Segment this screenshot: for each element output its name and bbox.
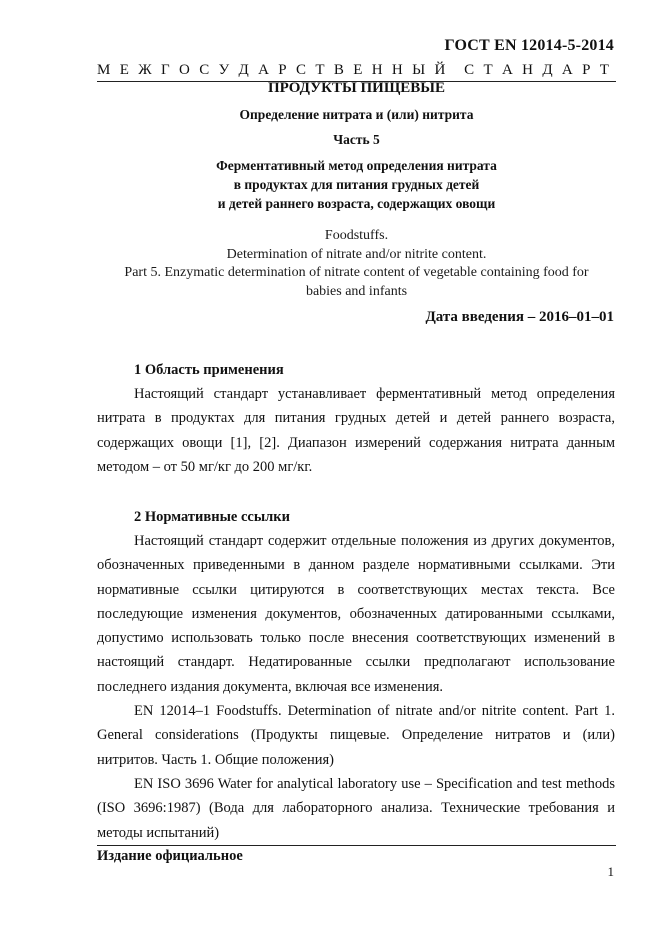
title-description-line: и детей раннего возраста, содержащих овощи	[217, 196, 496, 211]
banner-letter: Д	[238, 62, 249, 78]
english-title-line: Foodstuffs.	[324, 228, 389, 243]
banner-letter: С	[464, 62, 475, 78]
banner-letter: Ж	[138, 62, 152, 78]
banner-letter: М	[97, 62, 111, 78]
banner-letter: Н	[371, 62, 383, 78]
banner-letter: В	[333, 62, 344, 78]
banner-letter: О	[179, 62, 190, 78]
banner-letter: Т	[483, 62, 493, 78]
english-title-line: Part 5. Enzymatic determination of nitrate content of vegetable containing food for	[124, 265, 589, 280]
banner-letter: Д	[542, 62, 553, 78]
banner-letter: А	[501, 62, 513, 78]
official-edition-label: Издание официальное	[97, 848, 243, 864]
banner-letter: А	[561, 62, 573, 78]
section-scope	[97, 359, 615, 479]
introduction-date: Дата введения – 2016–01–01	[425, 309, 614, 325]
banner-letter: У	[218, 62, 230, 78]
title-description-line: Ферментативный метод определения нитрата	[216, 158, 497, 173]
footer-divider	[97, 845, 616, 846]
reference-item: EN 12014–1 Foodstuffs. Determination of nitrate and/or nitrite content. Part 1. General considerations (Продукты пищевые. Определение нитратов и (или) нитритов. Часть 1. Общие положения)	[97, 703, 615, 768]
english-title-line: Determination of nitrate and/or nitrite content.	[226, 246, 487, 262]
english-title-line: babies and infants	[305, 283, 408, 299]
english-title	[97, 227, 616, 301]
interstate-standard-banner	[97, 62, 609, 79]
banner-letter: Н	[391, 62, 403, 78]
banner-letter: Н	[522, 62, 533, 78]
banner-letter: Е	[119, 62, 129, 78]
page-number: 1	[607, 864, 614, 879]
banner-letter: Ы	[412, 62, 426, 78]
section-normative-references	[97, 506, 615, 845]
title-subtitle: Определение нитрата и (или) нитрита	[239, 107, 474, 122]
section-heading: 2 Нормативные ссылки	[134, 509, 290, 525]
banner-letter: Г	[161, 62, 170, 78]
title-part: Часть 5	[333, 132, 380, 147]
reference-item: EN ISO 3696 Water for analytical laboratory use – Specification and test methods (ISO 3696:1987) (Вода для лабораторного анализа. Технические требования и методы испытаний)	[97, 775, 615, 841]
banner-letter: Т	[599, 62, 609, 78]
banner-letter: С	[295, 62, 306, 78]
banner-letter: А	[258, 62, 269, 78]
banner-letter: Й	[434, 62, 446, 78]
banner-letter: Р	[278, 62, 287, 78]
section-paragraph: Настоящий стандарт устанавливает ферментативный метод определения нитрата в продуктах для питания грудных детей и детей раннего возраста, содержащих овощи [1], [2]. Диапазон измерений содержания нитрата данным методом – от 50 мг/кг до 200 мг/кг.	[97, 386, 615, 475]
document-code: ГОСТ EN 12014-5-2014	[444, 37, 614, 54]
title-description-line: в продуктах для питания грудных детей	[233, 177, 480, 192]
title-main: ПРОДУКТЫ ПИЩЕВЫЕ	[267, 80, 446, 96]
banner-letter: Е	[353, 62, 363, 78]
section-paragraph: Настоящий стандарт содержит отдельные положения из других документов, обозначенных приведенными в данном разделе нормативными ссылками. Эти нормативные ссылки цитируются в соответствующих местах текста. Все последующие изменения документов, обозначенных датированными ссылками, допустимо использовать только после внесения соответствующих изменений в настоящий стандарт. Недатированные ссылки предполагают использование последнего издания документа, включая все изменения.	[97, 533, 615, 695]
banner-letter: Р	[582, 62, 591, 78]
title-description	[97, 156, 616, 213]
banner-letter: Т	[315, 62, 325, 78]
banner-letter: С	[199, 62, 210, 78]
section-heading: 1 Область применения	[134, 362, 284, 378]
